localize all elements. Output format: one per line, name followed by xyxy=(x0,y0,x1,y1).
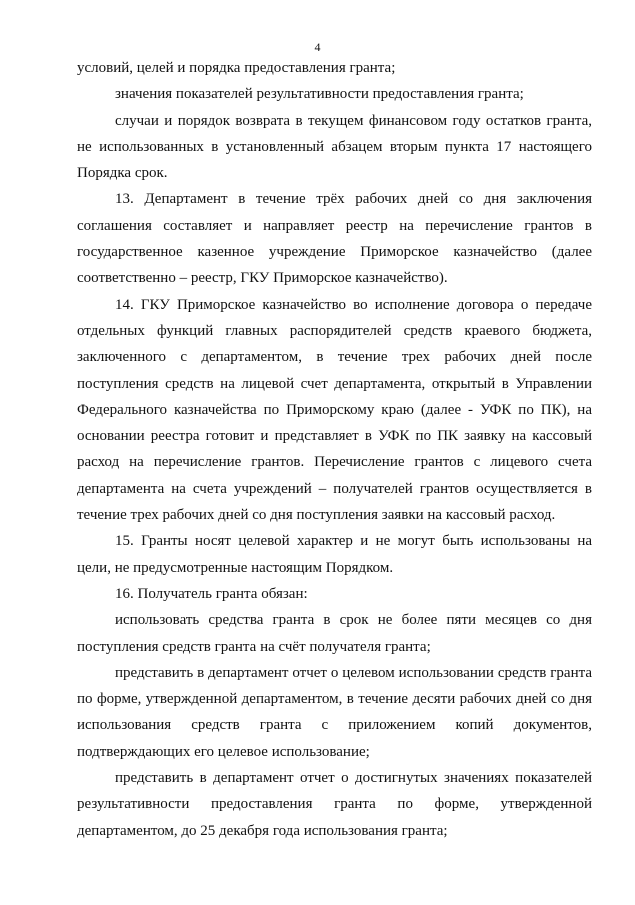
paragraph-conditions: условий, целей и порядка предоставления гранта; xyxy=(77,60,396,76)
paragraph-15: 15. Гранты носят целевой характер и не могут быть использованы на цели, не предусмотренные настоящим Порядком. xyxy=(77,533,592,576)
paragraph-16: 16. Получатель гранта обязан: xyxy=(115,585,308,602)
paragraph-use-funds: использовать средства гранта в срок не более пяти месяцев со дня поступления средств гранта на счёт получателя гранта; xyxy=(77,612,592,655)
paragraph-usage-report: представить в департамент отчет о целевом использовании средств гранта по форме, утвержденной департаментом, в течение десяти рабочих дней со дня использования средств гранта с приложением копий документов, подтверждающих его целевое использование; xyxy=(77,664,592,760)
paragraph-14: 14. ГКУ Приморское казначейство во исполнение договора о передаче отдельных функций главных распорядителей средств краевого бюджета, заключенного с департаментом, в течение трех рабочих дней после поступления средств на лицевой счет департамента, открытый в Управлении Федерального казначейства по Приморскому краю (далее - УФК по ПК), на основании реестра готовит и представляет в УФК по ПК заявку на кассовый расход на перечисление грантов. Перечисление грантов с лицевого счета департамента на счета учреждений – получателей грантов осуществляется в течение трех рабочих дней со дня поступления заявки на кассовый расход. xyxy=(77,296,592,524)
document-body xyxy=(77,55,592,844)
paragraph-results-report: представить в департамент отчет о достигнутых значениях показателей результативности предоставления гранта по форме, утвержденной департаментом, до 25 декабря года использования гранта; xyxy=(77,770,592,839)
paragraph-13: 13. Департамент в течение трёх рабочих дней со дня заключения соглашения составляет и направляет реестр на перечисление грантов в государственное казенное учреждение Приморское казначейство (далее соответственно – реестр, ГКУ Приморское казначейство). xyxy=(77,191,592,287)
paragraph-indicators: значения показателей результативности предоставления гранта; xyxy=(115,86,524,103)
paragraph-refund-cases: случаи и порядок возврата в текущем финансовом году остатков гранта, не использованных в установленный абзацем вторым пункта 17 настоящего Порядка срок. xyxy=(77,112,592,182)
page-number: 4 xyxy=(314,40,321,54)
